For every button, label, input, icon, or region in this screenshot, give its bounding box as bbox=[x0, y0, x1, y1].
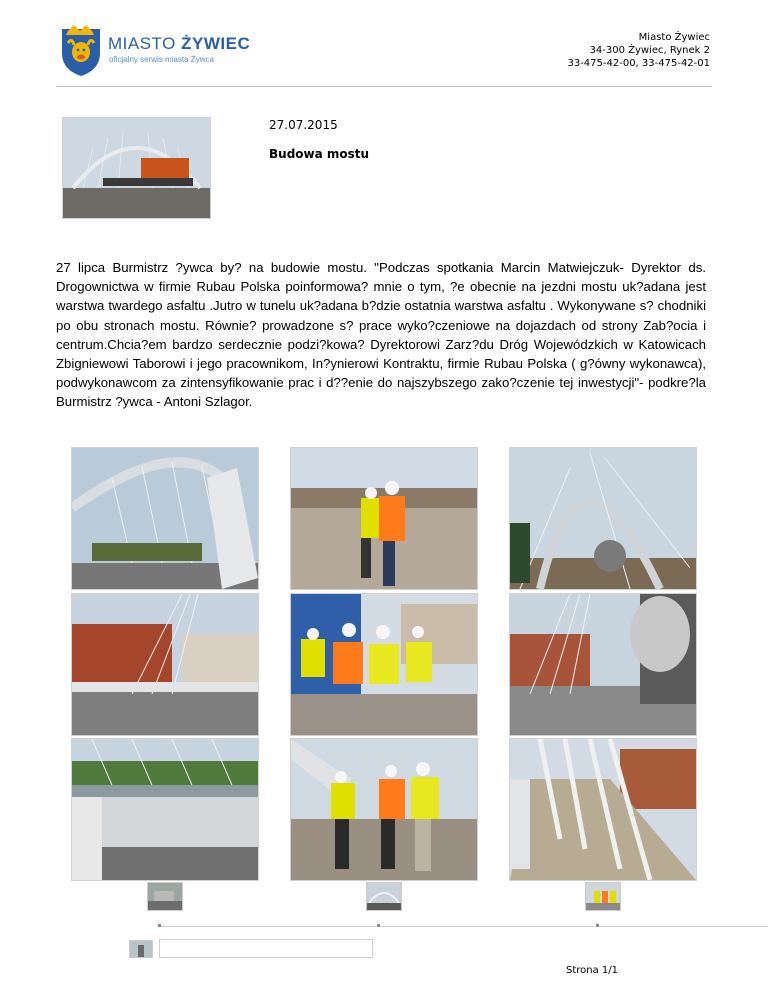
small-thumbnail[interactable] bbox=[129, 940, 153, 958]
contact-info bbox=[567, 31, 710, 70]
gallery-mini-thumb-2[interactable] bbox=[366, 882, 402, 911]
gallery-photo-7[interactable] bbox=[71, 738, 259, 881]
gallery-photo-6[interactable] bbox=[509, 593, 697, 736]
separator-marker-2 bbox=[377, 924, 380, 927]
gallery-separator-3 bbox=[597, 926, 768, 927]
page-number: Strona 1/1 bbox=[566, 965, 619, 976]
gallery-separator-1 bbox=[159, 926, 376, 927]
gallery-photo-9[interactable] bbox=[509, 738, 697, 881]
gallery-photo-2[interactable] bbox=[290, 447, 478, 590]
separator-marker-3 bbox=[596, 924, 599, 927]
gallery-separator-2 bbox=[378, 926, 595, 927]
coat-of-arms-icon bbox=[60, 25, 102, 77]
article-date: 27.07.2015 bbox=[269, 118, 338, 132]
article-thumbnail bbox=[62, 117, 211, 219]
article-title: Budowa mostu bbox=[269, 147, 370, 161]
contact-address: 34-300 Żywiec, Rynek 2 bbox=[589, 45, 710, 56]
separator-marker-1 bbox=[158, 924, 161, 927]
header-divider bbox=[56, 86, 712, 87]
gallery-photo-3[interactable] bbox=[509, 447, 697, 590]
gallery-mini-thumb-1[interactable] bbox=[147, 882, 183, 911]
logo-title bbox=[108, 34, 250, 54]
gallery-photo-8[interactable] bbox=[290, 738, 478, 881]
gallery-photo-1[interactable] bbox=[71, 447, 259, 590]
gallery-mini-thumb-3[interactable] bbox=[585, 882, 621, 911]
logo-subtitle: oficjalny serwis miasta Żywca bbox=[109, 55, 214, 64]
gallery-photo-5[interactable] bbox=[290, 593, 478, 736]
gallery-photo-4[interactable] bbox=[71, 593, 259, 736]
contact-name: Miasto Żywiec bbox=[638, 32, 710, 43]
contact-phones: 33-475-42-00, 33-475-42-01 bbox=[567, 58, 710, 69]
logo-title-bold: ŻYWIEC bbox=[181, 34, 251, 53]
article-body: 27 lipca Burmistrz ?ywca by? na budowie mostu. "Podczas spotkania Marcin Matwiejczuk- Dyrektor ds. Drogownictwa w firmie Rubau Polska poinformowa? mnie o tym, ?e obecnie na jezdni mostu uk?adana jest warstwa twardego asfaltu .Jutro w tunelu uk?adana b?dzie ostatnia warstwa asfaltu . Wykonywane s? chodniki po obu stronach mostu. Równie? prowadzone s? prace wyko?czeniowe na dojazdach od strony Zab?ocia i centrum.Chcia?em bardzo serdecznie podzi?kowa? Dyrektorowi Zarz?du Dróg Wojewódzkich w Katowicach Zbigniewowi Taborowi i jego pracownikom, In?ynierowi Kontraktu, firmie Rubau Polska ( g?ówny wykonawca), podwykonawcom za zintensyfikowanie prac i d??enie do najszybszego zako?czenie tej inwestycji"- podkre?la Burmistrz ?ywca - Antoni Szlagor. bbox=[56, 260, 706, 410]
logo-title-light: MIASTO bbox=[108, 34, 176, 53]
empty-box bbox=[159, 939, 373, 958]
